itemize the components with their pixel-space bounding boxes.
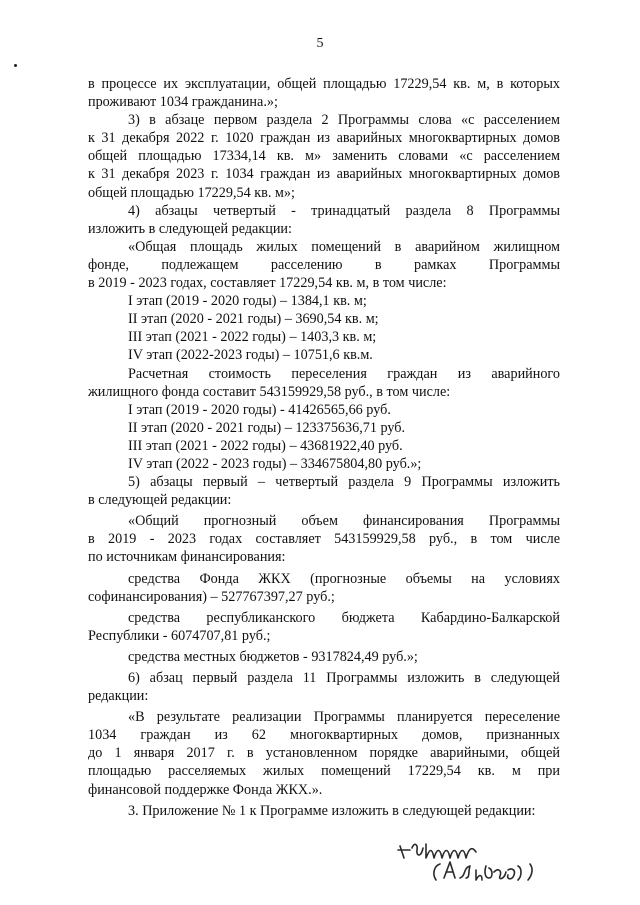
paragraph-line: в следующей редакции: <box>88 492 232 509</box>
handwritten-signature <box>390 826 580 896</box>
page-number: 5 <box>316 36 324 51</box>
paragraph-line: Республики - 6074707,81 руб.; <box>88 627 271 644</box>
paragraph-line: 6) абзац первый раздела 11 Программы изложить в следующей <box>128 670 560 686</box>
paragraph-line: софинансирования) – 527767397,27 руб.; <box>88 588 335 605</box>
paragraph-line: жилищного фонда составит 543159929,58 руб., в том числе: <box>88 383 451 400</box>
paragraph-line: «Общая площадь жилых помещений в аварийном жилищном <box>128 238 560 255</box>
paragraph-line: редакции: <box>88 688 149 705</box>
list-item: IV этап (2022-2023 годы) – 10751,6 кв.м. <box>128 347 373 364</box>
paragraph-line: 3) в абзаце первом раздела 2 Программы слова «с расселением <box>128 112 560 129</box>
list-item: III этап (2021 - 2022 годы) – 1403,3 кв. м; <box>128 329 377 346</box>
list-item: II этап (2020 - 2021 годы) – 123375636,71 руб. <box>128 419 406 436</box>
paragraph-line: общей площадью 17229,54 кв. м»; <box>88 184 295 201</box>
paragraph-line: средства Фонда ЖКХ (прогнозные объемы на условиях <box>128 570 560 587</box>
list-item: I этап (2019 - 2020 годы) - 41426565,66 руб. <box>128 401 391 418</box>
paragraph-line: 3. Приложение № 1 к Программе изложить в следующей редакции: <box>128 802 536 819</box>
paragraph-line: к 31 декабря 2022 г. 1020 граждан из аварийных многоквартирных домов <box>88 130 560 147</box>
paragraph-line: фонде, подлежащем расселению в рамках Программы <box>88 256 560 273</box>
paragraph-line: по источникам финансирования: <box>88 549 286 566</box>
paragraph-line: к 31 декабря 2023 г. 1034 граждан из аварийных многоквартирных домов <box>88 166 560 183</box>
paragraph-line: до 1 января 2017 г. в установленном порядке аварийными, общей <box>88 745 560 762</box>
paragraph-line: «В результате реализации Программы планируется переселение <box>128 709 560 726</box>
list-item: III этап (2021 - 2022 годы) – 43681922,40 руб. <box>128 437 403 454</box>
margin-dot <box>14 64 17 67</box>
paragraph-line: площадью расселяемых жилых помещений 17229,54 кв. м при <box>88 763 560 780</box>
document-body <box>88 75 560 820</box>
paragraph-line: «Общий прогнозный объем финансирования Программы <box>128 513 560 530</box>
paragraph-line: средства местных бюджетов - 9317824,49 руб.»; <box>128 648 418 665</box>
paragraph-line: в 2019 - 2023 годах составляет 543159929,58 руб., в том числе <box>88 531 560 548</box>
paragraph-line: проживают 1034 гражданина.»; <box>88 94 278 111</box>
paragraph-line: изложить в следующей редакции: <box>88 220 292 237</box>
paragraph-line: 5) абзацы первый – четвертый раздела 9 Программы изложить <box>128 474 560 491</box>
paragraph-line: общей площадью 17334,14 кв. м» заменить словами «с расселением <box>88 148 560 165</box>
paragraph-line: 4) абзацы четвертый - тринадцатый раздела 8 Программы <box>128 202 560 219</box>
paragraph-line: в процессе их эксплуатации, общей площадью 17229,54 кв. м, в которых <box>88 76 560 92</box>
paragraph-line: 1034 граждан из 62 многоквартирных домов, признанных <box>88 727 560 744</box>
list-item: IV этап (2022 - 2023 годы) – 334675804,80 руб.»; <box>128 455 422 472</box>
paragraph-line: Расчетная стоимость переселения граждан из аварийного <box>128 365 560 382</box>
paragraph-line: финансовой поддержке Фонда ЖКХ.». <box>88 781 323 798</box>
list-item: I этап (2019 - 2020 годы) – 1384,1 кв. м; <box>128 293 367 310</box>
paragraph-line: в 2019 - 2023 годах, составляет 17229,54 кв. м, в том числе: <box>88 275 447 292</box>
list-item: II этап (2020 - 2021 годы) – 3690,54 кв. м; <box>128 311 379 328</box>
paragraph-line: средства республиканского бюджета Кабардино-Балкарской <box>128 609 560 626</box>
